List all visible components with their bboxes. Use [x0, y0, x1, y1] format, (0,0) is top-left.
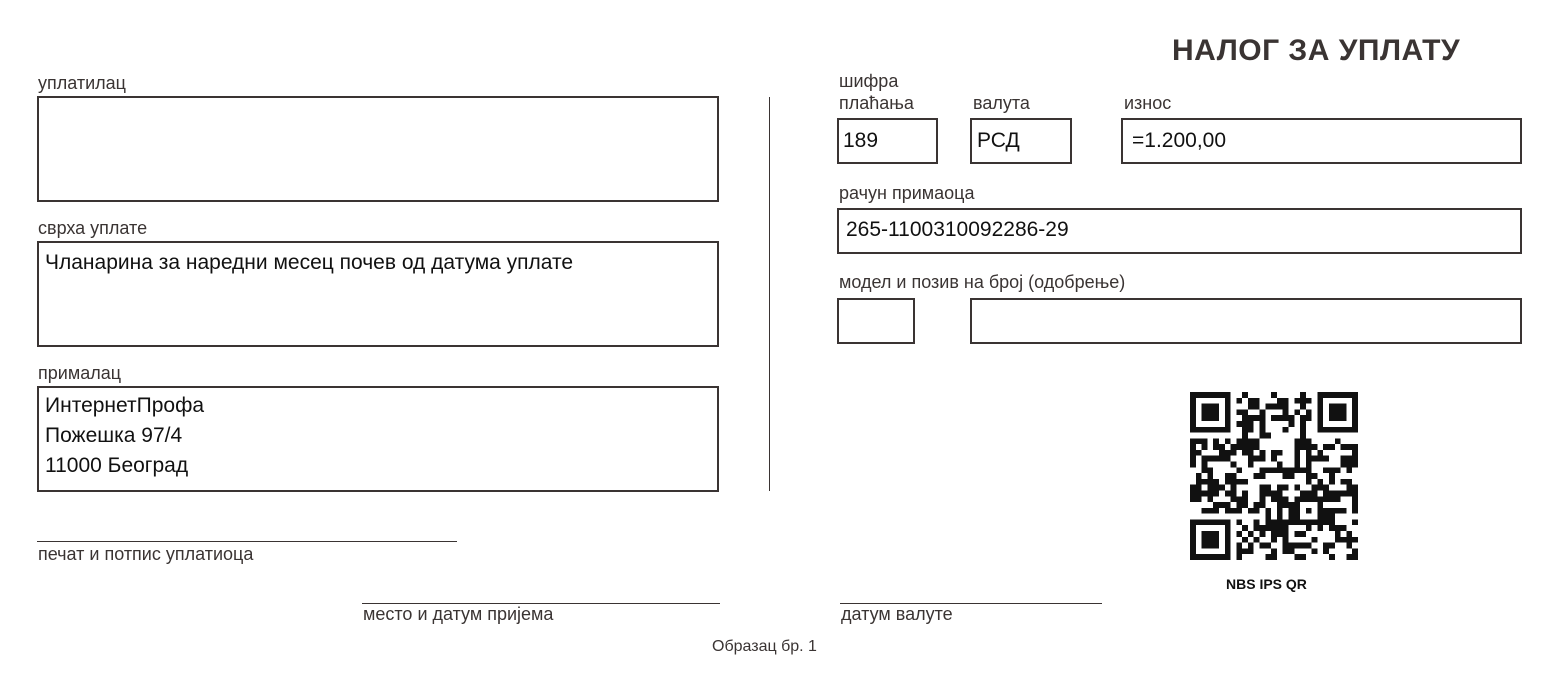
reference-label: модел и позив на број (одобрење)	[839, 272, 1126, 292]
payment-code-field[interactable]	[837, 118, 938, 164]
signature-line	[37, 541, 457, 542]
form-number: Образац бр. 1	[712, 638, 817, 655]
account-value: 265-1100310092286-29	[846, 218, 1069, 241]
signature-label: печат и потпис уплатиоца	[38, 544, 254, 564]
currency-field[interactable]	[970, 118, 1072, 164]
form-title: НАЛОГ ЗА УПЛАТУ	[1172, 34, 1461, 67]
qr-code-icon	[1190, 392, 1358, 560]
recipient-line-3: 11000 Београд	[45, 454, 189, 477]
value-date-label: датум валуте	[841, 604, 953, 624]
column-divider	[769, 97, 770, 491]
purpose-field[interactable]	[37, 241, 719, 347]
purpose-label: сврха уплате	[38, 218, 148, 238]
model-field[interactable]	[837, 298, 915, 344]
payment-code-label-line2: плаћања	[839, 93, 914, 113]
amount-label: износ	[1124, 93, 1172, 113]
place-date-label: место и датум пријема	[363, 604, 554, 624]
recipient-line-1: ИнтернетПрофа	[45, 394, 205, 417]
reference-number-field[interactable]	[970, 298, 1522, 344]
payer-label: уплатилац	[38, 73, 126, 93]
purpose-value: Чланарина за наредни месец почев од датума уплате	[45, 251, 574, 274]
recipient-line-2: Пожешка 97/4	[45, 424, 183, 447]
recipient-label: прималац	[38, 363, 122, 383]
amount-field[interactable]	[1121, 118, 1522, 164]
qr-caption: NBS IPS QR	[1226, 576, 1307, 592]
account-field[interactable]	[837, 208, 1522, 254]
currency-label: валута	[973, 93, 1030, 113]
payment-code-label-line1: шифра	[839, 71, 899, 91]
recipient-field[interactable]	[37, 386, 719, 492]
amount-value: =1.200,00	[1132, 129, 1227, 152]
payment-code-value: 189	[843, 129, 879, 152]
payer-field[interactable]	[37, 96, 719, 202]
account-label: рачун примаоца	[839, 183, 975, 203]
currency-value: РСД	[977, 129, 1020, 152]
